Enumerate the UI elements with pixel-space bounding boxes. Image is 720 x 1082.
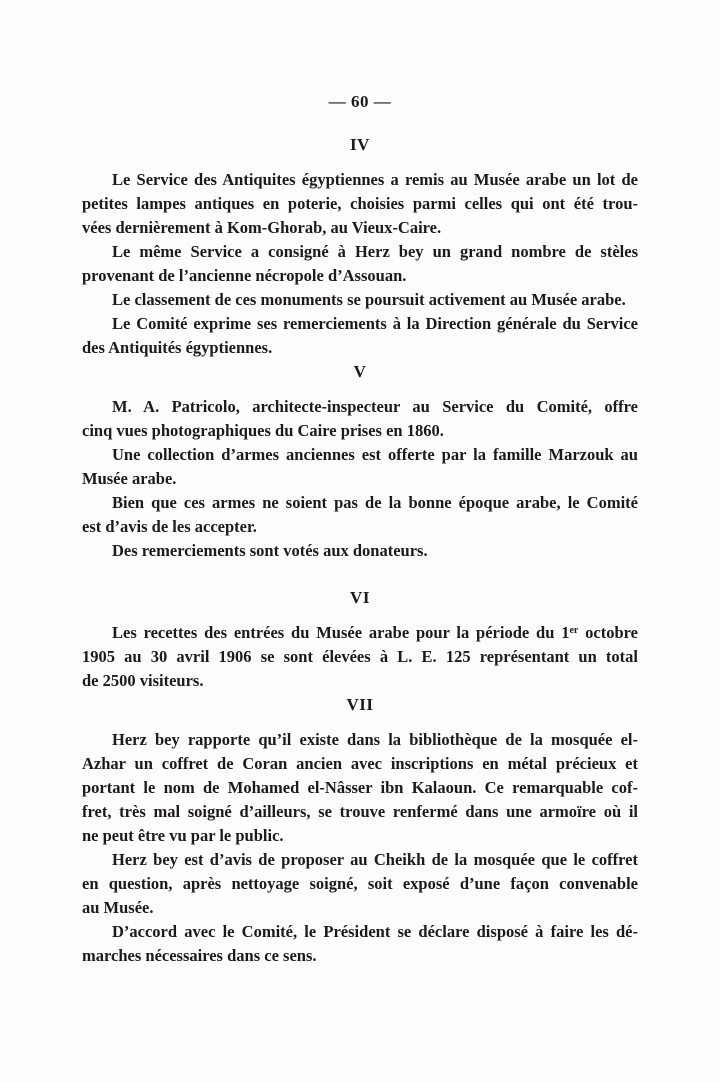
- section-IV: [82, 133, 638, 360]
- section-heading: V: [353, 362, 367, 381]
- text-line: D’accord avec le Comité, le Président se déclare disposé à faire les dé-: [112, 922, 638, 941]
- text-line: Azhar un coffret de Coran ancien avec inscriptions en métal précieux et: [82, 754, 638, 773]
- document-sections: [82, 133, 638, 968]
- section-body: [82, 395, 638, 563]
- text-line: Bien que ces armes ne soient pas de la bonne époque arabe, le Comité: [112, 493, 638, 512]
- text-line: cinq vues photographiques du Caire prises en 1860.: [82, 421, 444, 440]
- text-line: provenant de l’ancienne nécropole d’Assouan.: [82, 266, 407, 285]
- page-number: — 60 —: [328, 92, 392, 111]
- text-line: Musée arabe.: [82, 469, 177, 488]
- paragraph: [82, 920, 638, 968]
- paragraph: [82, 312, 638, 360]
- paragraph: [82, 621, 638, 693]
- text-run: Les recettes des entrées du Musée arabe pour la période du 1: [112, 623, 570, 642]
- text-line: marches nécessaires dans ce sens.: [82, 946, 317, 965]
- text-run: octobre: [578, 623, 638, 642]
- text-line: fret, très mal soigné d’ailleurs, se trouve renfermé dans une armoïre où il: [82, 802, 638, 821]
- superscript-text: er: [569, 625, 579, 636]
- text-line: Une collection d’armes anciennes est offerte par la famille Marzouk au: [112, 445, 638, 464]
- text-line: Le même Service a consigné à Herz bey un grand nombre de stèles: [112, 242, 638, 261]
- section-V: [82, 360, 638, 563]
- text-line: des Antiquités égyptiennes.: [82, 338, 273, 357]
- paragraph: [82, 288, 638, 312]
- section-heading: VII: [346, 695, 374, 714]
- paragraph: [82, 240, 638, 288]
- text-line: Le classement de ces monuments se poursuit activement au Musée arabe.: [112, 290, 626, 309]
- paragraph: [82, 168, 638, 240]
- text-line: Le Service des Antiquites égyptiennes a remis au Musée arabe un lot de: [112, 170, 638, 189]
- text-line: portant le nom de Mohamed el-Nâsser ibn Kalaoun. Ce remarquable cof-: [82, 778, 638, 797]
- section-VI: [82, 586, 638, 693]
- section-VII: [82, 693, 638, 968]
- text-line: Herz bey rapporte qu’il existe dans la bibliothèque de la mosquée el-: [112, 730, 638, 749]
- text-line: est d’avis de les accepter.: [82, 517, 257, 536]
- text-line: petites lampes antiques en poterie, choisies parmi celles qui ont été trou-: [82, 194, 638, 213]
- text-line: au Musée.: [82, 898, 154, 917]
- text-line: en question, après nettoyage soigné, soit exposé d’une façon convenable: [82, 874, 638, 893]
- paragraph: [82, 728, 638, 848]
- text-line: [82, 621, 638, 645]
- text-line: Herz bey est d’avis de proposer au Cheikh de la mosquée que le coffret: [112, 850, 638, 869]
- text-line: Des remerciements sont votés aux donateurs.: [112, 541, 428, 560]
- paragraph: [82, 491, 638, 539]
- section-heading: IV: [350, 135, 370, 154]
- paragraph: [82, 395, 638, 443]
- text-line: de 2500 visiteurs.: [82, 671, 204, 690]
- scanned-book-page: [82, 0, 638, 968]
- section-body: [82, 168, 638, 360]
- text-line: 1905 au 30 avril 1906 se sont élevées à L. E. 125 représentant un total: [82, 647, 638, 666]
- text-line: vées dernièrement à Kom-Ghorab, au Vieux-Caire.: [82, 218, 442, 237]
- text-line: ne peut être vu par le public.: [82, 826, 284, 845]
- paragraph: [82, 443, 638, 491]
- paragraph: [82, 539, 638, 563]
- section-body: [82, 621, 638, 693]
- text-line: M. A. Patricolo, architecte-inspecteur au Service du Comité, offre: [112, 397, 638, 416]
- text-line: Le Comité exprime ses remerciements à la Direction générale du Service: [112, 314, 638, 333]
- section-heading: VI: [350, 588, 370, 607]
- section-body: [82, 728, 638, 968]
- paragraph: [82, 848, 638, 920]
